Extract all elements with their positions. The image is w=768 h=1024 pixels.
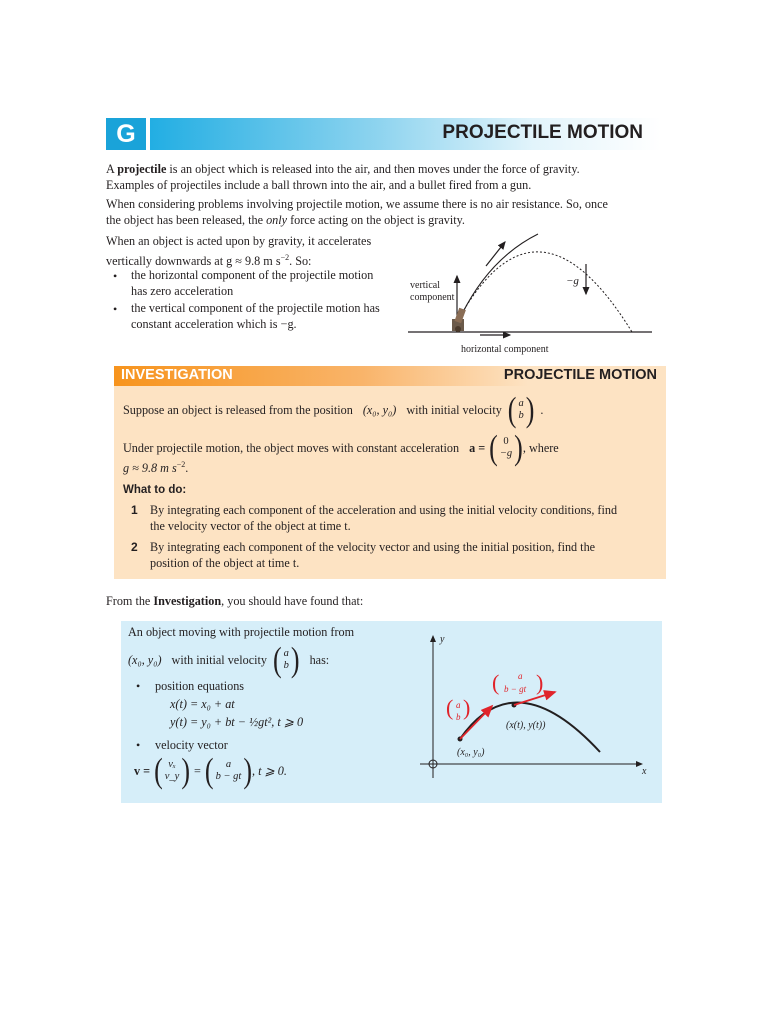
text: . So: xyxy=(289,253,312,268)
found-sentence xyxy=(106,594,363,609)
text: force acting on the object is gravity. xyxy=(287,212,465,227)
gravity-label: −g xyxy=(566,275,579,287)
section-letter: G xyxy=(116,119,136,148)
velocity-solution-vector: ( a b − gt ) xyxy=(204,750,252,790)
current-velocity-label xyxy=(492,670,543,695)
trajectory-solid xyxy=(462,234,538,314)
velocity-vector: ( a b ) xyxy=(507,389,535,429)
intro-paragraph-1 xyxy=(106,162,661,193)
text: constant acceleration which is −g. xyxy=(131,316,297,331)
text: , where xyxy=(522,440,559,455)
velocity-components-vector: ( vₓ v_y ) xyxy=(154,750,191,790)
step-1-number: 1 xyxy=(131,503,138,517)
text: is an object which is released into the air, and then moves under the force of gravity. xyxy=(166,162,580,176)
what-to-do-heading: What to do: xyxy=(123,484,187,496)
text: , you should have found that: xyxy=(221,594,364,608)
vertical-label-2: component xyxy=(410,292,455,303)
position-expression: (x₀, y₀) xyxy=(128,652,162,667)
position-expression: (x₀, y₀) xyxy=(362,402,397,417)
initial-velocity-label xyxy=(446,695,470,722)
trajectory-dotted xyxy=(458,252,632,332)
section-title: PROJECTILE MOTION xyxy=(442,122,643,143)
exponent: −2 xyxy=(280,252,290,262)
text: From the xyxy=(106,594,154,608)
investigation-line-1: Suppose an object is released from the position (x₀, y₀) with initial velocity ( a b ) . xyxy=(123,389,544,429)
text: , t ⩾ 0. xyxy=(252,763,287,778)
bullet-dot: • xyxy=(113,269,118,283)
point-label: (x(t), y(t)) xyxy=(506,720,546,731)
velocity-arrow xyxy=(486,242,505,266)
summary-line-2 xyxy=(128,639,330,679)
acceleration-vector: ( 0 −g ) xyxy=(489,427,523,467)
text: g ≈ 9.8 m s xyxy=(123,461,177,476)
text: the horizontal component of the projectile motion xyxy=(131,268,374,282)
vertical-label-1: vertical xyxy=(410,280,440,291)
bullet-horizontal xyxy=(131,268,373,299)
summary-line-1: An object moving with projectile motion from xyxy=(128,625,355,639)
equation-x: x(t) = x₀ + at xyxy=(170,697,235,711)
bullet-dot: • xyxy=(113,302,118,316)
text: the vertical component of the projectile motion has xyxy=(131,301,380,315)
velocity-label: v = xyxy=(134,763,151,778)
bullet-position-equations: position equations xyxy=(155,679,245,693)
velocity-vector: ( a b ) xyxy=(272,639,300,679)
step-2-number: 2 xyxy=(131,540,138,554)
bullet-dot: • xyxy=(136,679,141,693)
svg-text:a: a xyxy=(518,671,523,681)
text: the object has been released, the xyxy=(106,212,267,227)
step-2-text xyxy=(150,540,658,571)
svg-text:b: b xyxy=(456,712,461,722)
investigation-line-3: g ≈ 9.8 m $s^{-2}$. xyxy=(123,460,189,476)
svg-text:(: ( xyxy=(492,670,500,695)
horizontal-label: horizontal component xyxy=(461,344,549,355)
acceleration-label: a = xyxy=(469,440,486,455)
bullet-velocity-vector: velocity vector xyxy=(155,738,228,752)
x-axis-label: x xyxy=(642,766,647,777)
intro-paragraph-3 xyxy=(106,234,371,269)
text: When an object is acted upon by gravity, it accelerates xyxy=(106,234,372,248)
text: By integrating each component of the velocity vector and using the initial position, find the xyxy=(150,540,596,554)
projectile-diagram xyxy=(400,228,670,358)
text: has zero acceleration xyxy=(131,283,234,298)
equation-y: y(t) = y₀ + bt − ½gt², t ⩾ 0 xyxy=(170,715,304,729)
svg-text:(: ( xyxy=(446,695,454,720)
y-axis-label: y xyxy=(440,634,445,645)
text: has: xyxy=(309,652,330,667)
exponent: −2 xyxy=(176,460,186,469)
svg-text:a: a xyxy=(456,700,461,710)
bullet-dot: • xyxy=(136,738,141,752)
text: vertically downwards at g ≈ 9.8 m s xyxy=(106,253,281,268)
text: with initial velocity xyxy=(406,402,502,417)
text: Examples of projectiles include a ball thrown into the air, and a bullet fired from a gun. xyxy=(106,177,532,192)
intro-paragraph-2 xyxy=(106,197,661,228)
investigation-line-2 xyxy=(123,427,559,467)
text: position of the object at time t. xyxy=(150,555,300,570)
section-letter-badge xyxy=(106,118,146,150)
velocity-equation: v = ( vₓ v_y ) = ( a b − gt ) , t ⩾ 0. xyxy=(134,750,287,790)
bullet-vertical xyxy=(131,301,380,332)
svg-text:): ) xyxy=(536,670,544,695)
cannon-icon xyxy=(452,308,466,332)
text: A xyxy=(106,162,118,176)
start-label: (x₀, y₀) xyxy=(457,747,485,758)
text: the velocity vector of the object at time t. xyxy=(150,518,351,533)
text: Suppose an object is released from the position xyxy=(123,402,353,417)
text: When considering problems involving projectile motion, we assume there is no air resistance. So, once xyxy=(106,197,608,211)
term-projectile: projectile xyxy=(117,162,167,176)
text: By integrating each component of the acceleration and using the initial velocity conditions, find xyxy=(150,503,618,517)
svg-text:): ) xyxy=(463,695,471,720)
investigation-title: PROJECTILE MOTION xyxy=(503,367,657,383)
text: Under projectile motion, the object moves with constant acceleration xyxy=(123,440,460,455)
term-investigation: Investigation xyxy=(153,594,222,608)
text: with initial velocity xyxy=(171,652,267,667)
step-1-text xyxy=(150,503,658,534)
trajectory-diagram xyxy=(410,630,660,795)
emphasis-only: only xyxy=(266,212,288,227)
svg-text:b − gt: b − gt xyxy=(504,684,527,694)
investigation-label: INVESTIGATION xyxy=(121,367,233,383)
